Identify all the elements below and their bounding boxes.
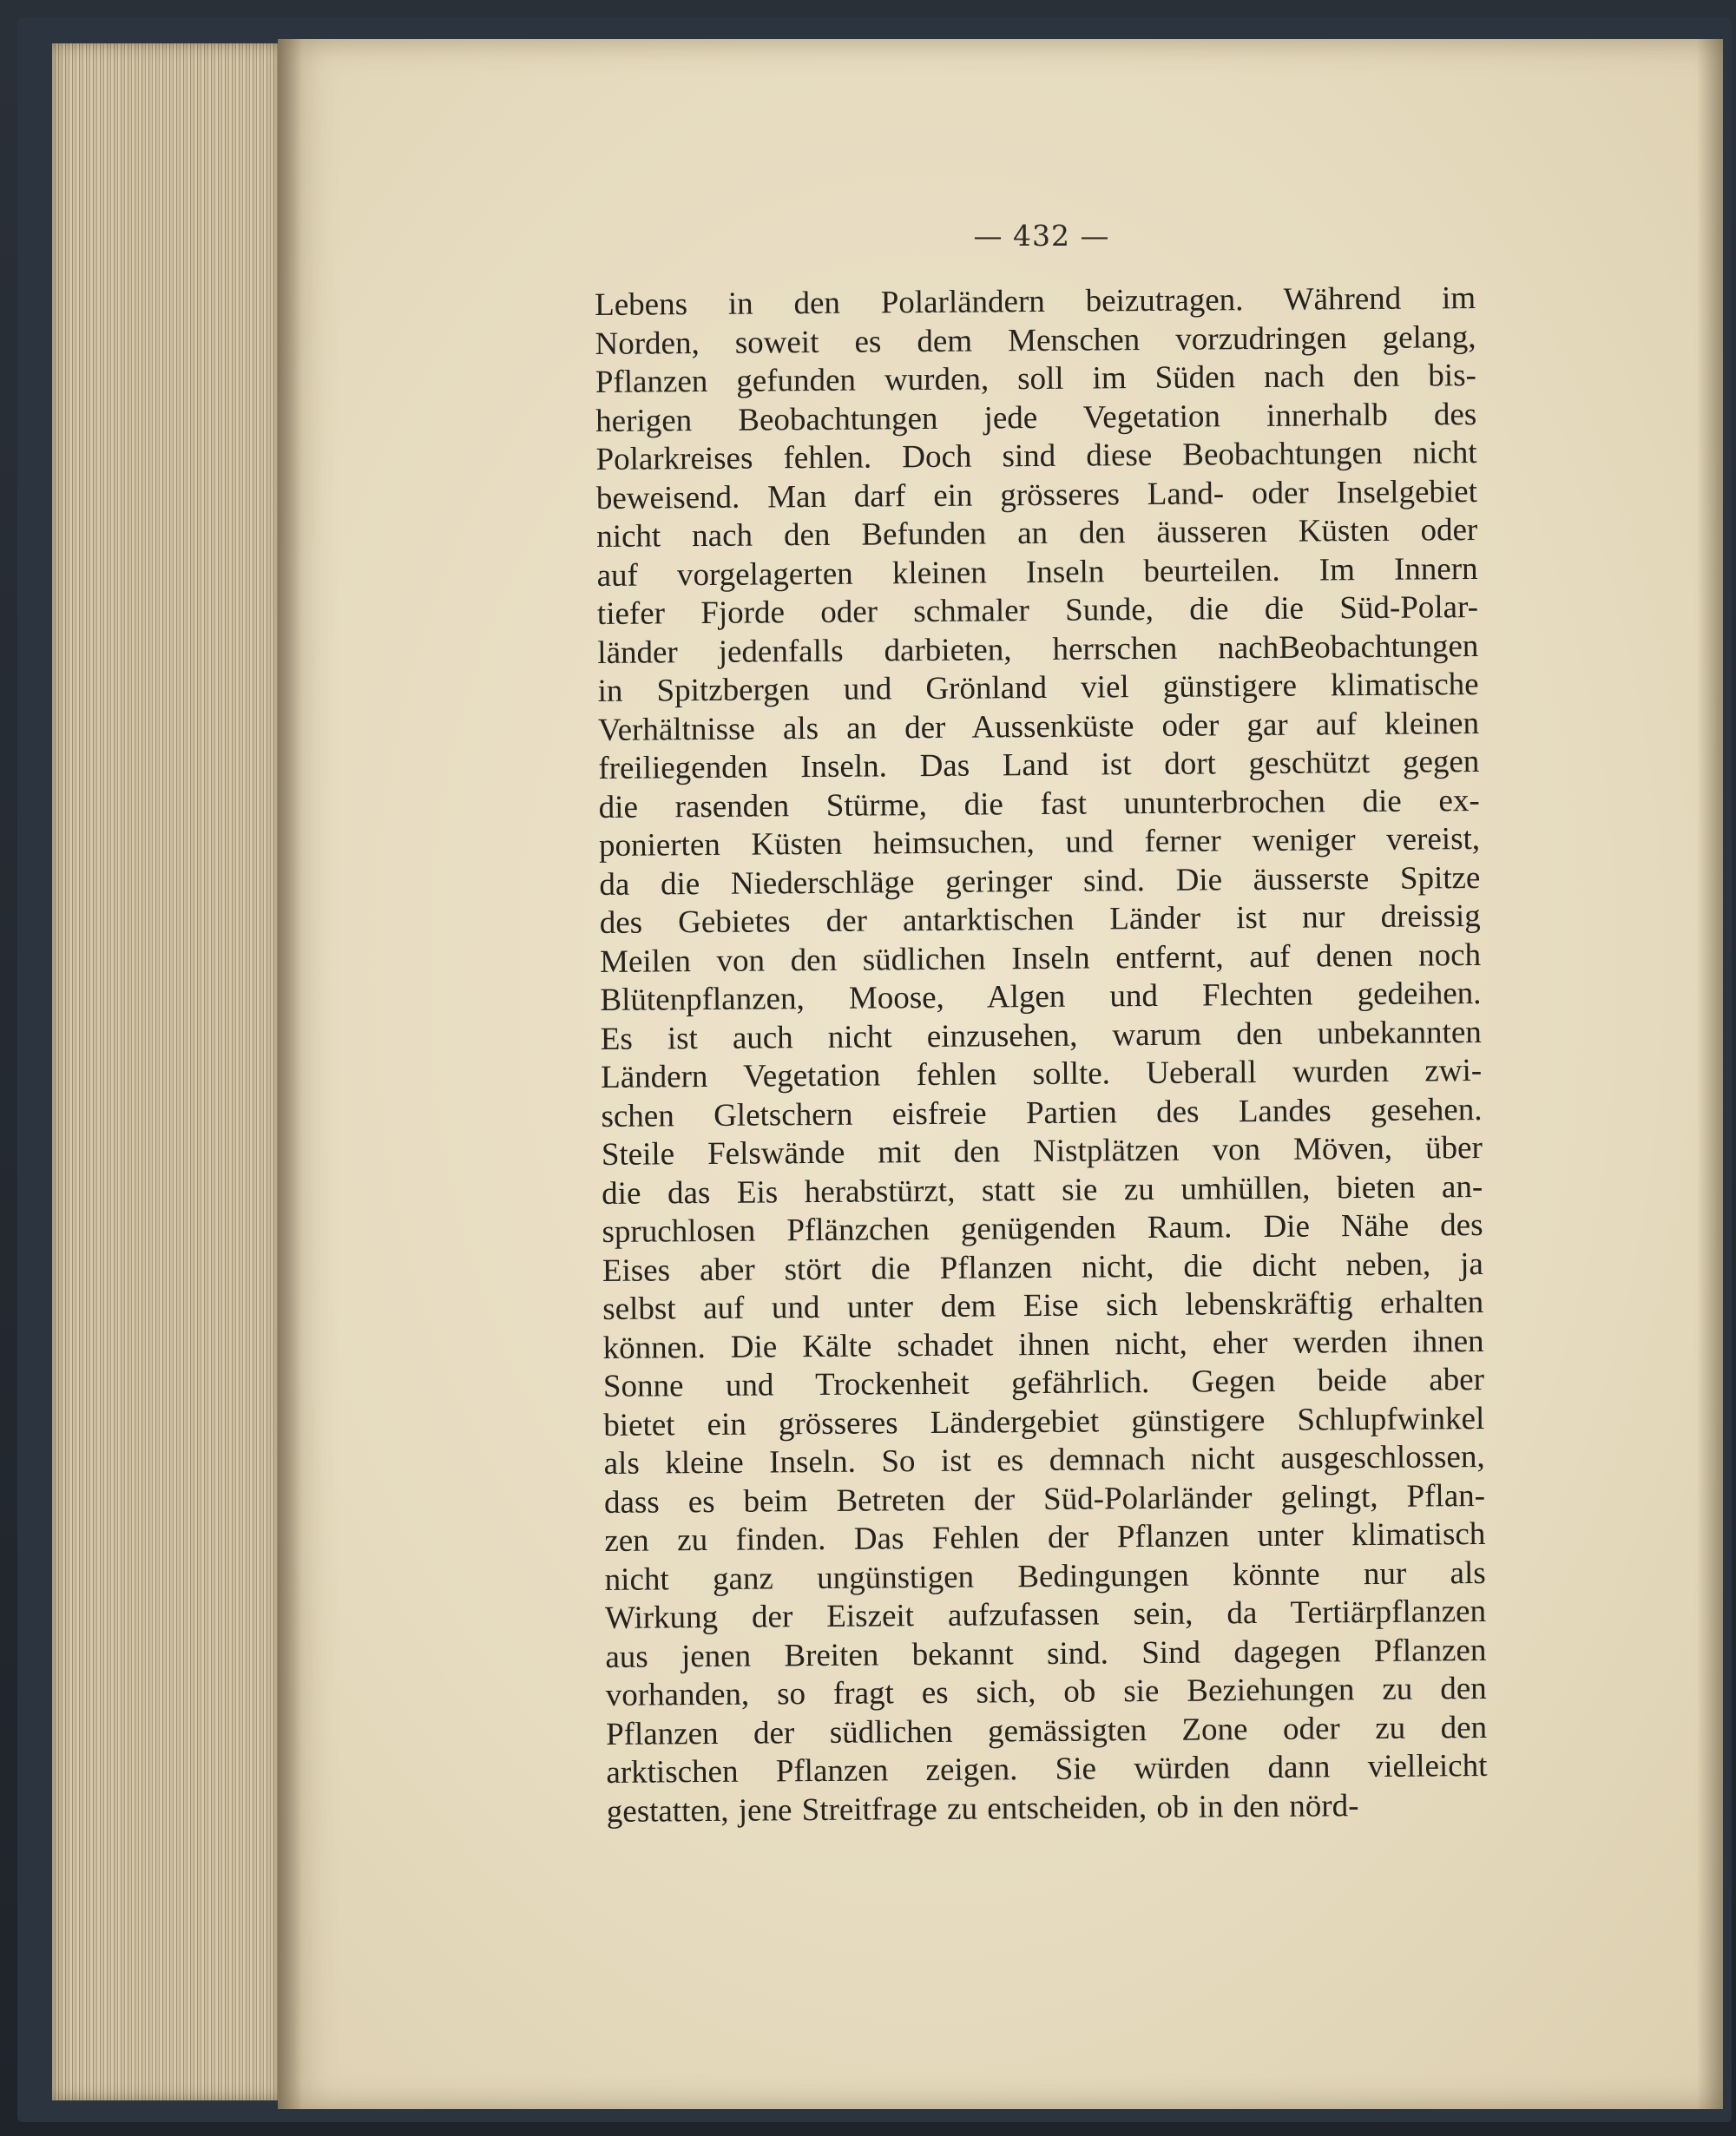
page-gutter-shadow (278, 39, 302, 2109)
text-line: des Gebietes der antarktischen Länder ist nur dreissig (599, 898, 1481, 941)
text-line: Meilen von den südlichen Inseln entfernt, auf denen noch (599, 937, 1482, 980)
text-line: Blütenpflanzen, Moose, Algen und Flechten gedeihen. (600, 976, 1482, 1018)
text-line: auf vorgelagerten kleinen Inseln beurteilen. Im Innern (596, 550, 1478, 594)
text-line: Wirkung der Eiszeit aufzufassen sein, da Tertiärpflanzen (604, 1593, 1487, 1636)
text-line: Lebens in den Polarländern beizutragen. Während im (595, 280, 1476, 323)
text-line: vorhanden, so fragt es sich, ob sie Beziehungen zu den (605, 1670, 1487, 1713)
text-line: Steile Felswände mit den Nistplätzen von Möven, über (601, 1129, 1483, 1173)
text-line: spruchlosen Pflänzchen genügenden Raum. Die Nähe des (602, 1206, 1483, 1250)
page-number: — 432 — (973, 219, 1110, 253)
text-line: Eises aber stört die Pflanzen nicht, die dicht neben, ja (602, 1245, 1484, 1289)
text-line: Pflanzen gefunden wurden, soll im Süden nach den bis- (595, 358, 1476, 400)
page-right-edge (1697, 39, 1723, 2109)
text-line: zen zu finden. Das Fehlen der Pflanzen unter klimatisch (604, 1515, 1486, 1559)
text-line: freiliegenden Inseln. Das Land ist dort geschützt gegen (598, 744, 1480, 786)
text-line: beweisend. Man darf ein grösseres Land- oder Inselgebiet (595, 473, 1478, 516)
text-line: nicht nach den Befunden an den äusseren Küsten oder (596, 512, 1478, 555)
text-line: Es ist auch nicht einzusehen, warum den unbekannten (600, 1014, 1482, 1057)
text-line: ponierten Küsten heimsuchen, und ferner weniger vereist, (598, 821, 1481, 864)
text-line: die das Eis herabstürzt, statt sie zu umhüllen, bieten an- (602, 1168, 1483, 1212)
body-text (595, 279, 1488, 1831)
text-line: Ländern Vegetation fehlen sollte. Ueberall wurden zwi- (600, 1053, 1483, 1095)
text-line: Norden, soweit es dem Menschen vorzudringen gelang, (595, 319, 1476, 362)
text-line: bietet ein grösseres Ländergebiet günstigere Schlupfwinkel (603, 1400, 1485, 1443)
text-line: aus jenen Breiten bekannt sind. Sind dagegen Pflanzen (605, 1632, 1487, 1675)
text-line: in Spitzbergen und Grönland viel günstigere klimatische (597, 667, 1479, 709)
text-line: Verhältnisse als an der Aussenküste oder gar auf kleinen (597, 705, 1480, 748)
text-line: nicht ganz ungünstigen Bedingungen könnte nur als (604, 1554, 1486, 1598)
text-line: Pflanzen der südlichen gemässigten Zone oder zu den (605, 1709, 1488, 1752)
text-line: Polarkreises fehlen. Doch sind diese Beobachtungen nicht (595, 435, 1477, 477)
text-line: können. Die Kälte schadet ihnen nicht, eher werden ihnen (602, 1323, 1484, 1366)
text-line: tiefer Fjorde oder schmaler Sunde, die die Süd-Polar- (596, 589, 1479, 632)
text-line: die rasenden Stürme, die fast ununterbrochen die ex- (598, 782, 1480, 825)
text-line: herigen Beobachtungen jede Vegetation innerhalb des (595, 396, 1477, 439)
text-line: da die Niederschläge geringer sind. Die äusserste Spitze (599, 859, 1481, 903)
text-line: gestatten, jene Streitfrage zu entscheiden, ob in den nörd- (606, 1787, 1359, 1830)
text-line: schen Gletschern eisfreie Partien des Landes gesehen. (601, 1091, 1483, 1134)
text-line: selbst auf und unter dem Eise sich lebenskräftig erhalten (602, 1284, 1484, 1327)
text-line: dass es beim Betreten der Süd-Polarländer gelingt, Pflan- (603, 1477, 1486, 1521)
text-line: als kleine Inseln. So ist es demnach nicht ausgeschlossen, (603, 1438, 1485, 1482)
text-line: länder jedenfalls darbieten, herrschen nachBeobachtungen (597, 628, 1479, 671)
page-edges-stack (52, 43, 282, 2100)
text-line: arktischen Pflanzen zeigen. Sie würden dann vielleicht (606, 1747, 1488, 1791)
text-line: Sonne und Trockenheit gefährlich. Gegen beide aber (602, 1361, 1485, 1404)
